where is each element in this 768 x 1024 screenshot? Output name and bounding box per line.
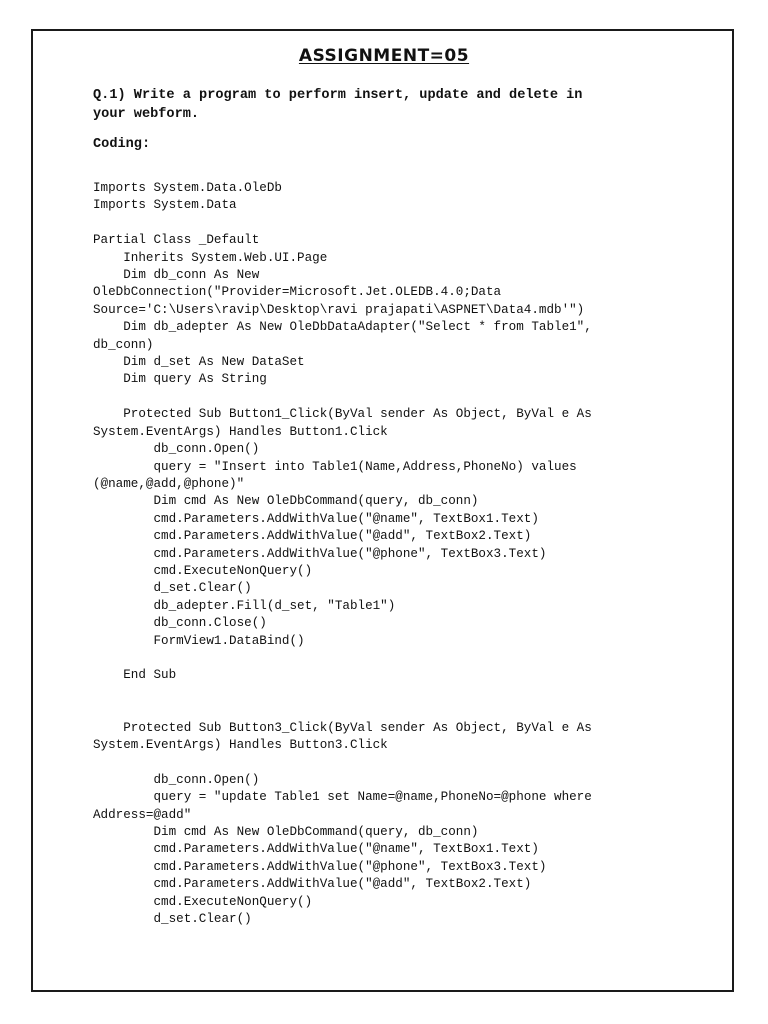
question-text: Q.1) Write a program to perform insert, update and delete in your webform. (93, 88, 583, 122)
code-block: Imports System.Data.OleDb Imports System.Data Partial Class _Default Inherits System.Web.UI.Page Dim db_conn As New OleDbConnection("Provider=Microsoft.Jet.OLEDB.4.0;Data Source='C:\Users\ravip\Desktop\ravi prajapati\ASPNET\Data4.mdb'") Dim db_adepter As New OleDbDataAdapter("Select * from Table1", db_conn) Dim d_set As New DataSet Dim query As String Protected Sub Button1_Click(ByVal sender As Object, ByVal e As System.EventArgs) Handles Button1.Click db_conn.Open() query = "Insert into Table1(Name,Address,PhoneNo) values (@name,@add,@phone)" Dim cmd As New OleDbCommand(query, db_conn) cmd.Parameters.AddWithValue("@name", TextBox1.Text) cmd.Parameters.AddWithValue("@add", TextBox2.Text) cmd.Parameters.AddWithValue("@phone", TextBox3.Text) cmd.ExecuteNonQuery() d_set.Clear() db_adepter.Fill(d_set, "Table1") db_conn.Close() FormView1.DataBind() End Sub Protected Sub Button3_Click(ByVal sender As Object, ByVal e As System.EventArgs) Handles Button3.Click db_conn.Open() query = "update Table1 set Name=@name,PhoneNo=@phone where Address=@add" Dim cmd As New OleDbCommand(query, db_conn) cmd.Parameters.AddWithValue("@name", TextBox1.Text) cmd.Parameters.AddWithValue("@phone", TextBox3.Text) cmd.Parameters.AddWithValue("@add", TextBox2.Text) cmd.ExecuteNonQuery() d_set.Clear() (93, 181, 592, 927)
assignment-title: ASSIGNMENT=05 (298, 46, 470, 66)
coding-label: Coding: (93, 137, 151, 152)
